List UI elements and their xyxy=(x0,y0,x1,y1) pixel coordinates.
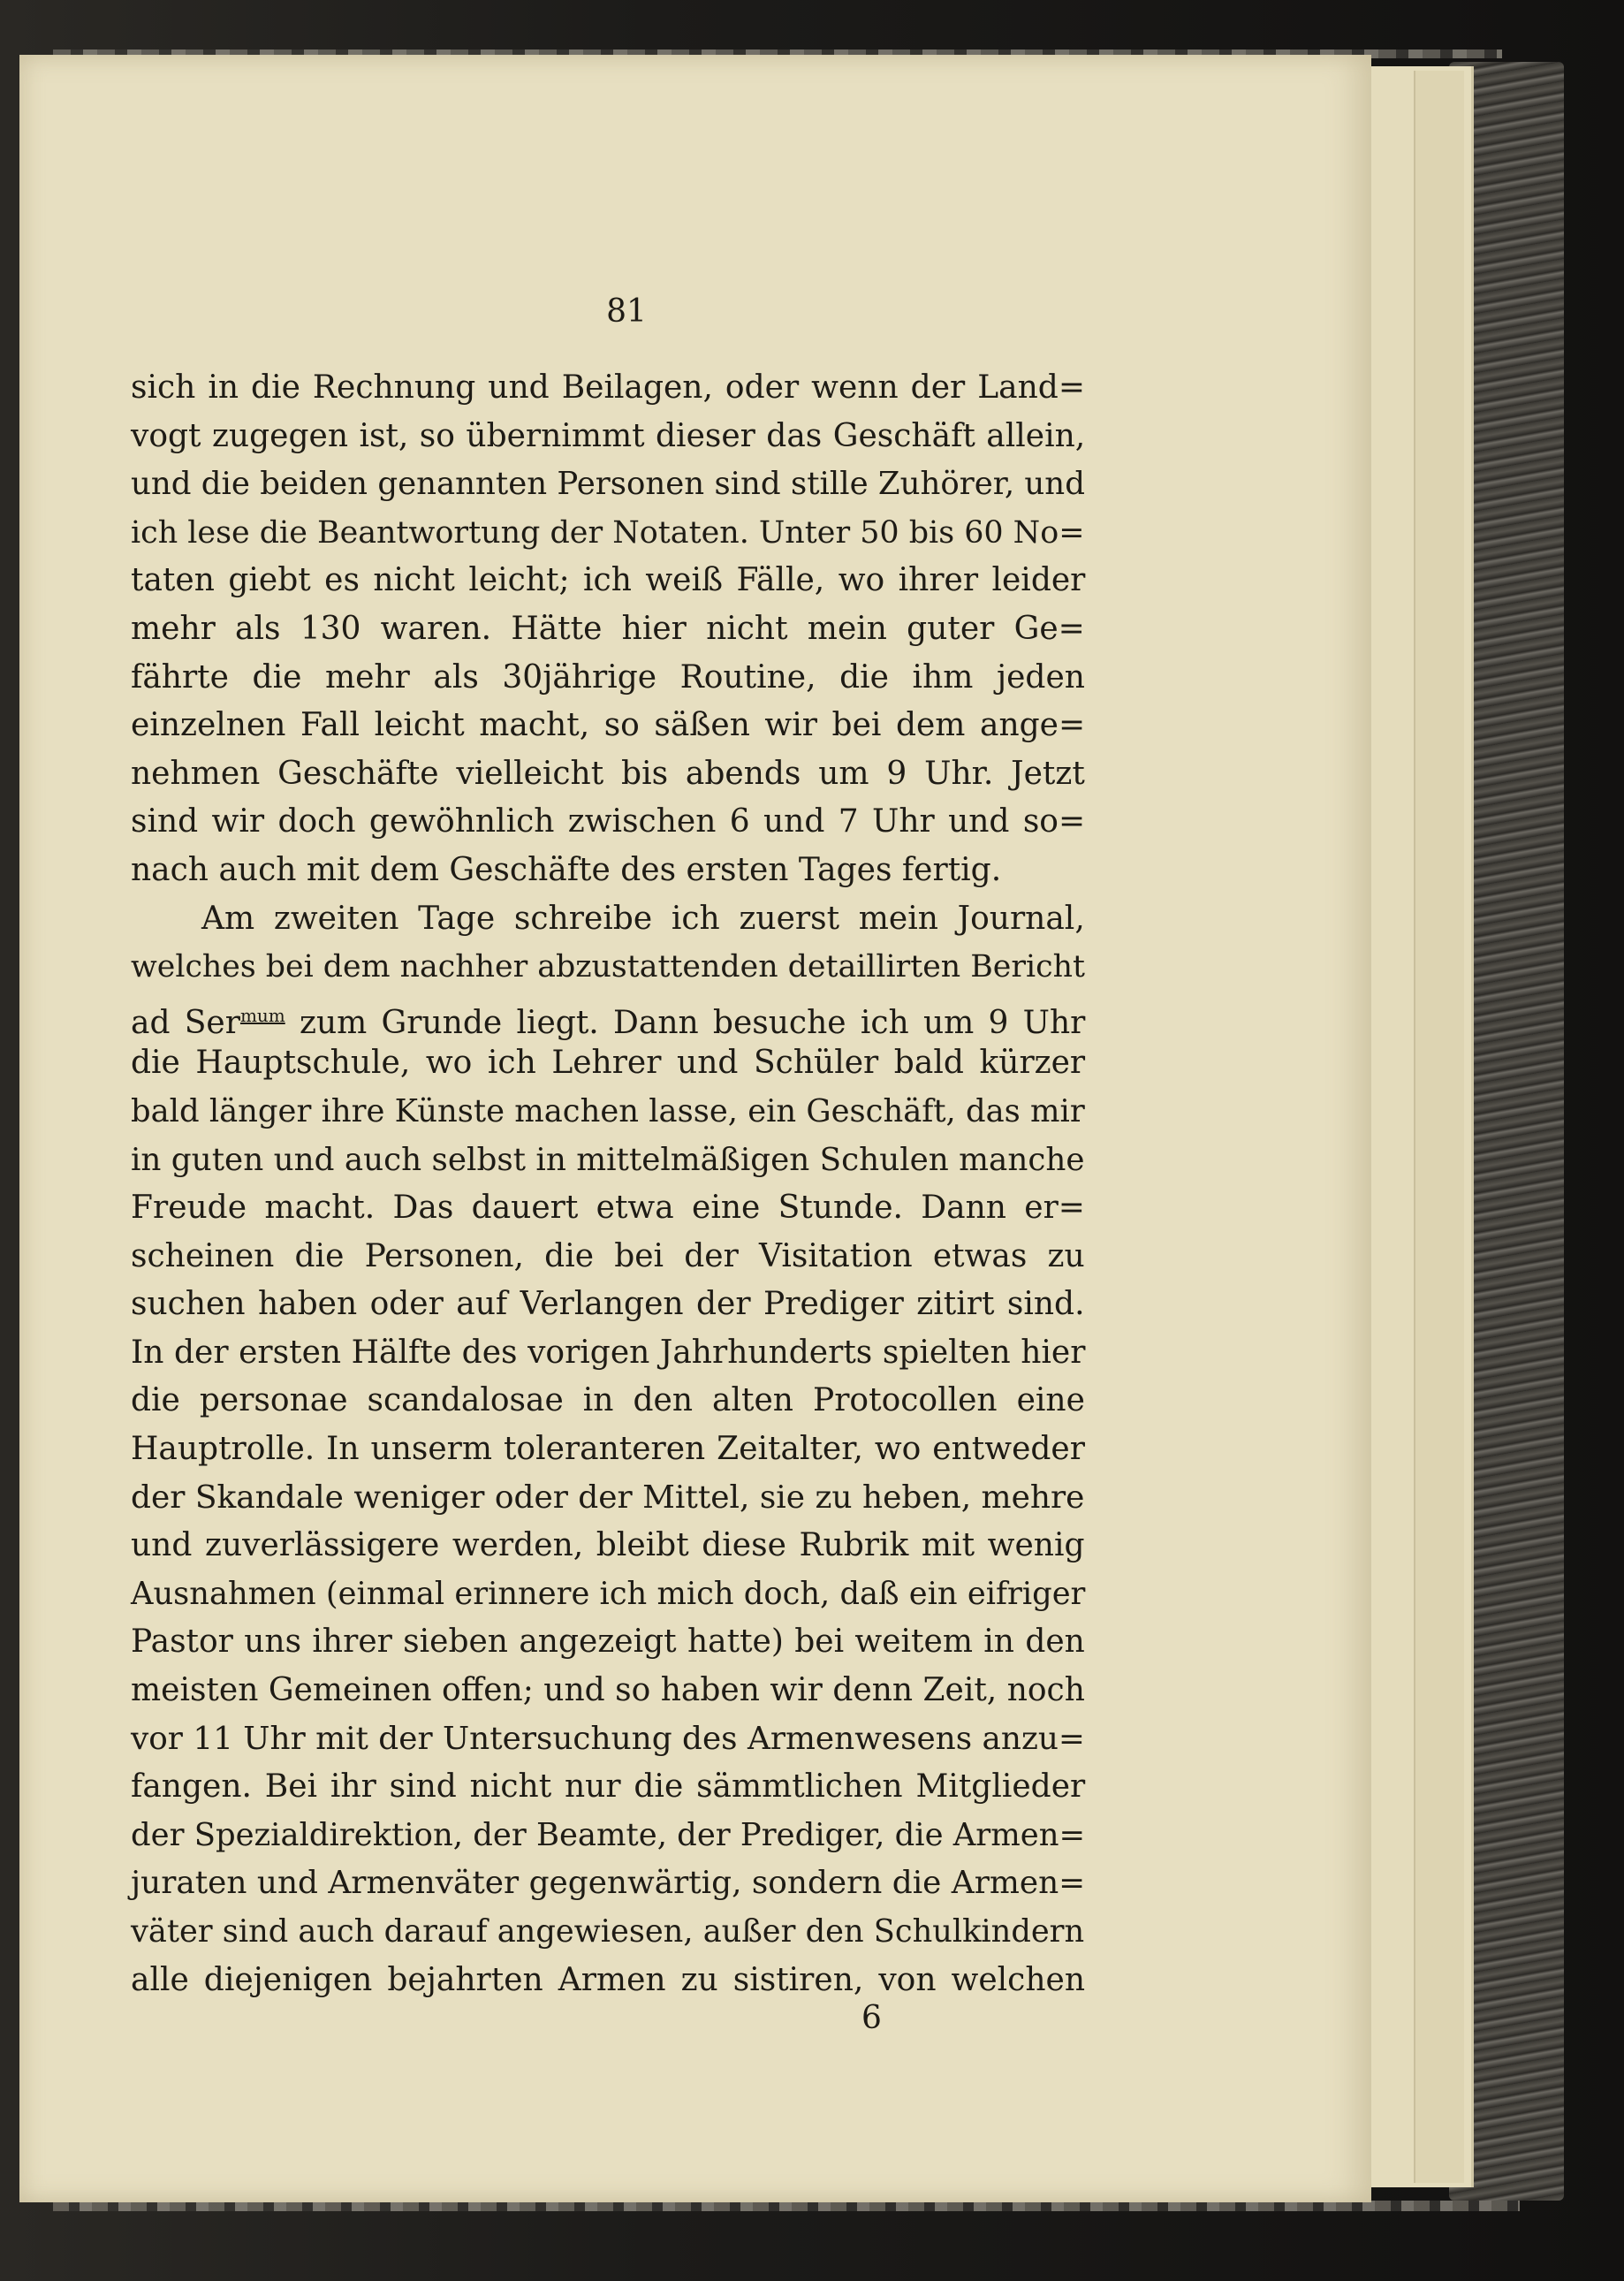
text-line: Pastor uns ihrer sieben angezeigt hatte) bei weitem in den xyxy=(131,1623,1085,1661)
text-line: der Skandale weniger oder der Mittel, sie zu heben, mehre xyxy=(131,1479,1085,1516)
text-line: ich lese die Beantwortung der Notaten. Unter 50 bis 60 No= xyxy=(131,514,1085,551)
signature-mark: 6 xyxy=(861,2000,882,2036)
text-line: welches bei dem nachher abzustattenden detaillirten Bericht xyxy=(131,949,1085,985)
superscript: mum xyxy=(239,1004,285,1026)
text-line: sich in die Rechnung und Beilagen, oder wenn der Land= xyxy=(131,369,1085,406)
text-line: fangen. Bei ihr sind nicht nur die sämmtlichen Mitglieder xyxy=(131,1768,1086,1806)
text-line: väter sind auch darauf angewiesen, außer den Schulkindern xyxy=(131,1913,1085,1950)
text-line: In der ersten Hälfte des vorigen Jahrhunderts spielten hier xyxy=(131,1334,1086,1371)
underlying-page-edge-inner xyxy=(1414,71,1464,2183)
text-line: juraten und Armenväter gegenwärtig, sondern die Armen= xyxy=(131,1865,1086,1902)
text-line: nehmen Geschäfte vielleicht bis abends um 9 Uhr. Jetzt xyxy=(131,755,1085,792)
text-line: vor 11 Uhr mit der Untersuchung des Armenwesens anzu= xyxy=(131,1720,1085,1757)
text-segment: ad Ser xyxy=(131,1004,240,1041)
text-line: die Hauptschule, wo ich Lehrer und Schüler bald kürzer xyxy=(131,1045,1086,1082)
text-line xyxy=(131,992,1085,1040)
text-segment: zum Grunde liegt. Dann besuche ich um 9 Uhr xyxy=(285,1004,1086,1041)
text-line: sind wir doch gewöhnlich zwischen 6 und 7 Uhr und so= xyxy=(131,803,1086,840)
text-line: Freude macht. Das dauert etwa eine Stunde. Dann er= xyxy=(131,1190,1085,1227)
text-line: suchen haben oder auf Verlangen der Prediger zitirt sind. xyxy=(131,1286,1085,1323)
text-line: fährte die mehr als 30jährige Routine, die ihm jeden xyxy=(131,658,1085,696)
text-line: einzelnen Fall leicht macht, so säßen wir bei dem ange= xyxy=(131,707,1086,744)
page-number: 81 xyxy=(606,293,647,330)
text-line: der Spezialdirektion, der Beamte, der Prediger, die Armen= xyxy=(131,1816,1086,1853)
text-line: Ausnahmen (einmal erinnere ich mich doch, daß ein eifriger xyxy=(131,1575,1086,1612)
text-line: nach auch mit dem Geschäfte des ersten Tages fertig. xyxy=(131,851,1002,888)
text-line: in guten und auch selbst in mittelmäßigen Schulen manche xyxy=(131,1141,1085,1178)
body-text xyxy=(131,364,1085,2004)
text-line: bald länger ihre Künste machen lasse, ein Geschäft, das mir xyxy=(131,1092,1085,1129)
text-line: taten giebt es nicht leicht; ich weiß Fälle, wo ihrer leider xyxy=(131,562,1086,599)
text-line: Am zweiten Tage schreibe ich zuerst mein Journal, xyxy=(201,900,1085,937)
text-line: meisten Gemeinen offen; und so haben wir denn Zeit, noch xyxy=(131,1672,1085,1709)
text-line: und zuverlässigere werden, bleibt diese Rubrik mit wenig xyxy=(131,1527,1085,1564)
text-line: Hauptrolle. In unserm toleranteren Zeitalter, wo entweder xyxy=(131,1431,1085,1468)
text-line: alle diejenigen bejahrten Armen zu sistiren, von welchen xyxy=(131,1961,1086,1998)
text-line: mehr als 130 waren. Hätte hier nicht mein guter Ge= xyxy=(131,610,1085,647)
text-line: die personae scandalosae in den alten Protocollen eine xyxy=(131,1382,1085,1419)
text-line: scheinen die Personen, die bei der Visitation etwas zu xyxy=(131,1237,1085,1274)
text-line: vogt zugegen ist, so übernimmt dieser das Geschäft allein, xyxy=(131,417,1086,454)
text-line: und die beiden genannten Personen sind stille Zuhörer, und xyxy=(131,466,1085,503)
